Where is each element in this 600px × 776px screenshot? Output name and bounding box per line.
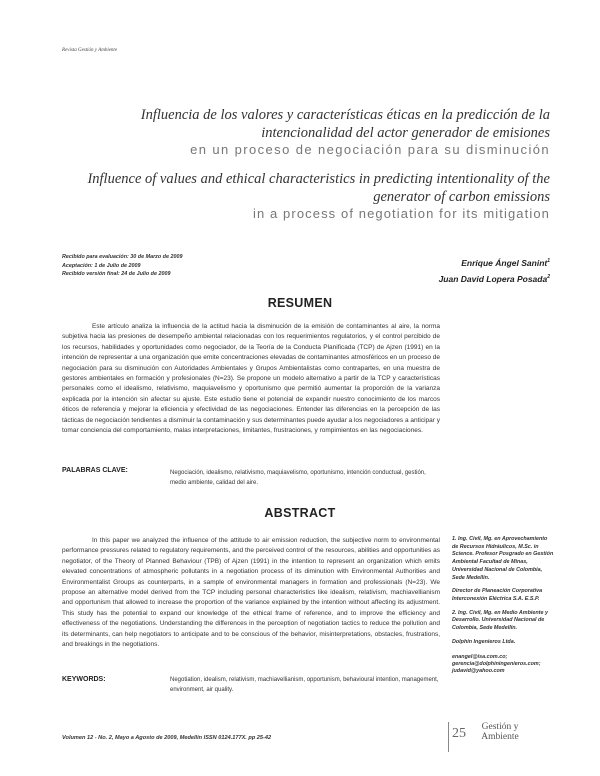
journal-logo-line2: Ambiente — [481, 732, 519, 742]
authors — [439, 254, 550, 286]
author-affiliation-mark: 1 — [547, 258, 550, 264]
resumen-heading: RESUMEN — [267, 296, 333, 310]
author-name: Juan David Lopera Posada — [438, 273, 548, 284]
page-number: 25 — [452, 726, 466, 741]
date-received: Recibido para evaluación: 30 de Marzo de 2009 — [62, 254, 183, 260]
footnote-1: 1. Ing. Civil, Mg. en Aprovechamiento de Recursos Hidráulicos, M.Sc. in Science. Profesor Posgrado en Gestión Ambiental Facultad de Minas, Universidad Nacional de Colombia, Sede Medellín. — [452, 536, 554, 581]
author — [439, 254, 550, 270]
keywords-es: Negociación, idealismo, relativismo, maquiavelismo, oportunismo, intención conductual, gestión, medio ambiente, calidad del aire. — [170, 470, 426, 486]
date-accepted: Aceptación: 1 de Julio de 2009 — [62, 262, 141, 269]
footnote-1-role: Director de Planeación Corporativa Interconexión Eléctrica S.A. E.S.P. — [452, 588, 543, 602]
keywords-en: Negotiation, idealism, relativism, machiavellianism, opportunism, behavioural intention, management, environment, air quality. — [170, 677, 439, 693]
author-name: Enrique Ángel Sanint — [461, 257, 548, 268]
subtitle-english: in a process of negotiation for its mitigation — [252, 206, 550, 221]
author-affiliation-mark: 2 — [547, 273, 550, 280]
title-spanish: Influencia de los valores y características éticas en la predicción de la intencionalidad del actor generador de emisiones — [140, 107, 550, 141]
author — [439, 270, 550, 286]
journal-citation: Volumen 12 - No. 2, Mayo a Agosto de 2009, Medellín ISSN 0124.177X. pp 25-42 — [62, 735, 272, 741]
footnote-2-role: Dolphin Ingenieros Ltda. — [452, 638, 516, 645]
abstract-body — [62, 536, 440, 650]
abstract-heading: ABSTRACT — [264, 506, 336, 520]
footer-divider — [448, 722, 449, 752]
abstract-paragraph: In this paper we analyzed the influence of the attitude to air emission reduction, the subjective norm to environmental performance pressures related to regulatory requirements, and the perceived control of the resources, abilities and opportunities as negotiator, of the Theory of Planned Behaviour (TPB) of Ajzen (1991) in the intention to represent an organization which emits elevated concentrations of atmospheric pollutants in a negotiation process of its diminution with Environmental Authorities and Environmentalist Groups as counterparts, in a sample of environmental managers in formation and professionals (N=23). We propose an alternative model derived from the TCP including personal characteristics like idealism, relativism, machiavellianism and opportunism that allowed to increase the proportion of the variance explained by the intention without affecting its adjustment. This study has the potential to expand our knowledge of the ethical frame of reference, and to improve the efficiency and effectiveness of the negotiations. Understanding the differences in the perception of negotiation tactics to reduce the pollution and its determinants, can help negotiators to anticipate and to be conscious of the behavior, misinterpretations, obstacles, frustrations, and breakings in the negotiations. — [62, 537, 440, 649]
article-dates — [62, 253, 182, 279]
keywords-en-label: KEYWORDS: — [62, 676, 106, 683]
footnote-2: 2. Ing. Civil, Mg. en Medio Ambiente y Desarrollo. Universidad Nacional de Colombia, Sede Medellín. — [452, 609, 548, 632]
title-english: Influence of values and ethical characteristics in predicting intentionality of the generator of carbon emissions — [87, 171, 550, 205]
resumen-body — [62, 322, 440, 436]
journal-logo-line1: Gestión y — [481, 722, 519, 732]
subtitle-spanish: en un proceso de negociación para su disminución — [190, 142, 550, 157]
resumen-paragraph: Este artículo analiza la influencia de la actitud hacia la disminución de la emisión de contaminantes al aire, la norma subjetiva hacia las presiones de desempeño ambiental relacionadas con los requerimientos regulatorios, y el control percibido de los recursos, habilidades y oportunidades como negociador, de la Teoría de la Conducta Planificada (TCP) de Ajzen (1991) en la intención de representar a una organización que emite concentraciones elevadas de contaminantes atmosféricos en un proceso de negociación para su disminución con Autoridades Ambientales y Grupos Ambientalistas como contrapartes, en una muestra de gestores ambientales en formación y profesionales (N=23). Se propone un modelo alternativo a partir de la TCP y características personales como el idealismo, relativismo, maquiavelismo y oportunismo que permitió aumentar la proporción de la varianza explicada por la intención sin afectar su ajuste. Este estudio tiene el potencial de expandir nuestro conocimiento de los marcos éticos de referencia y mejorar la eficiencia y efectividad de las negociaciones. Entender las diferencias en la percepción de las tácticas de negociación tendientes a disminuir la contaminación y sus determinantes puede ayudar a los negociadores a anticipar y tomar conciencia del comportamiento, malas interpretaciones, limitantes, frustraciones, y rompimientos en las negociaciones. — [62, 323, 440, 435]
author-footnotes — [452, 536, 554, 681]
keywords-es-label: PALABRAS CLAVE: — [62, 467, 128, 474]
journal-logo — [470, 722, 530, 742]
date-final: Recibido versión final: 24 de Julio de 2009 — [62, 271, 171, 277]
author-emails: enangel@isa.com.co; gerencia@dolphiningenieros.com; judavid@yahoo.com — [452, 654, 541, 675]
running-head: Revista Gestión y Ambiente — [62, 48, 118, 53]
